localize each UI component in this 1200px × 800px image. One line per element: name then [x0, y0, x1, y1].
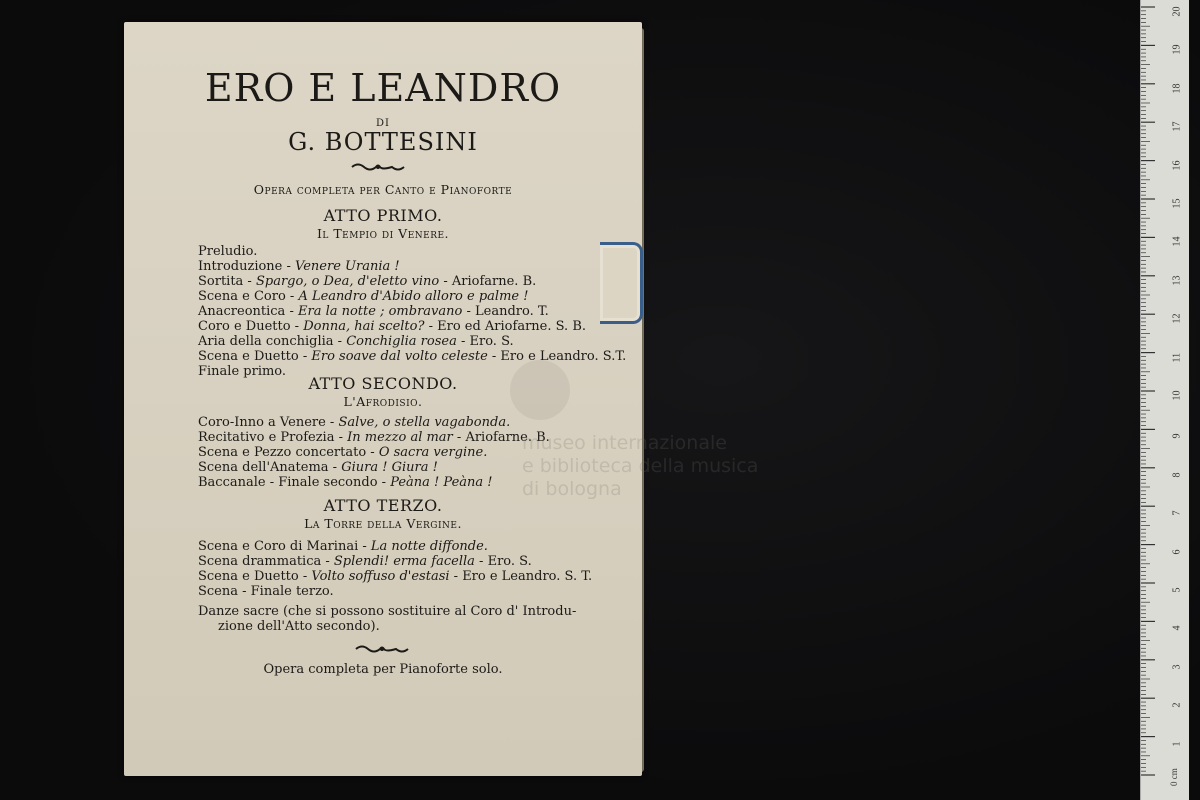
- dance-note-line-2: zione dell'Atto secondo).: [218, 619, 380, 634]
- list-item: Scena - Finale terzo.: [198, 584, 334, 599]
- list-item: Coro-Inno a Venere - Salve, o stella vagabonda.: [198, 415, 511, 430]
- list-item: Scena drammatica - Splendi! erma facella - Ero. S.: [198, 554, 532, 569]
- act-setting: L'Afrodisio.: [343, 394, 423, 409]
- list-item: Baccanale - Finale secondo - Peàna ! Peàna !: [198, 475, 493, 490]
- list-item: Aria della conchiglia - Conchiglia rosea - Ero. S.: [198, 334, 514, 349]
- act-heading: ATTO PRIMO.: [323, 206, 443, 225]
- measuring-ruler: [1140, 0, 1189, 800]
- ruler-number: 16: [1171, 160, 1183, 171]
- ruler-number: 6: [1171, 549, 1183, 555]
- list-item: Sortita - Spargo, o Dea, d'eletto vino - Ariofarne. B.: [198, 274, 537, 289]
- act-heading: ATTO TERZO.: [323, 496, 443, 515]
- ruler-number: 19: [1171, 44, 1183, 55]
- list-item: Introduzione - Venere Urania !: [198, 259, 400, 274]
- act-setting: Il Tempio di Venere.: [316, 226, 450, 241]
- by-label: DI: [376, 118, 390, 129]
- list-item: Scena e Duetto - Ero soave dal volto celeste - Ero e Leandro. S.T.: [198, 349, 627, 364]
- list-item: Scena e Duetto - Volto soffuso d'estasi - Ero e Leandro. S. T.: [198, 569, 593, 584]
- list-item: Scena e Coro - A Leandro d'Abido alloro e palme !: [198, 289, 529, 304]
- composer-name: G. BOTTESINI: [288, 128, 478, 156]
- ruler-number: 7: [1171, 510, 1183, 516]
- ruler-number: 14: [1171, 236, 1183, 247]
- ruler-number: 9: [1171, 433, 1183, 439]
- ruler-number: 11: [1171, 352, 1183, 363]
- ruler-number: 20: [1171, 6, 1183, 17]
- ruler-number: 17: [1171, 121, 1183, 132]
- opera-subtitle: Opera completa per Canto e Pianoforte: [253, 182, 513, 197]
- library-watermark: [522, 432, 842, 501]
- ruler-number: 13: [1171, 275, 1183, 286]
- watermark-line: e biblioteca della musica: [522, 455, 759, 477]
- ornament-divider-icon: [350, 162, 406, 172]
- watermark-line: di bologna: [522, 478, 622, 500]
- list-item: Anacreontica - Era la notte ; ombravano - Leandro. T.: [198, 304, 549, 319]
- ruler-unit-label: 0 cm: [1169, 768, 1179, 786]
- ruler-number: 18: [1171, 83, 1183, 94]
- act-setting: La Torre della Vergine.: [304, 516, 462, 531]
- watermark-line: museo internazionale: [522, 432, 727, 454]
- list-item: Preludio.: [198, 244, 258, 259]
- list-item: Scena e Pezzo concertato - O sacra vergine.: [198, 445, 488, 460]
- list-item: Coro e Duetto - Donna, hai scelto? - Ero ed Ariofarne. S. B.: [198, 319, 587, 334]
- ruler-number: 2: [1171, 702, 1183, 708]
- dance-note-line-1: Danze sacre (che si possono sostituire al Coro d' Introdu-: [198, 604, 577, 619]
- opera-title: ERO E LEANDRO: [204, 66, 562, 110]
- piano-solo-note: Opera completa per Pianoforte solo.: [263, 662, 503, 677]
- ruler-number: 10: [1171, 390, 1183, 401]
- ruler-number: 1: [1171, 741, 1183, 747]
- list-item: Finale primo.: [198, 364, 287, 379]
- list-item: Recitativo e Profezia - In mezzo al mar - Ariofarne. B.: [198, 430, 550, 445]
- ruler-number: 5: [1171, 587, 1183, 593]
- ruler-number: 12: [1171, 313, 1183, 324]
- ruler-number: 15: [1171, 198, 1183, 209]
- list-item: Scena e Coro di Marinai - La notte diffonde.: [198, 539, 488, 554]
- ornament-divider-icon: [354, 644, 410, 654]
- list-item: Scena dell'Anatema - Giura ! Giura !: [198, 460, 438, 475]
- ruler-number: 8: [1171, 472, 1183, 478]
- act-heading: ATTO SECONDO.: [308, 374, 458, 393]
- document-content: [124, 22, 642, 776]
- ruler-number: 3: [1171, 664, 1183, 670]
- ruler-number: 4: [1171, 625, 1183, 631]
